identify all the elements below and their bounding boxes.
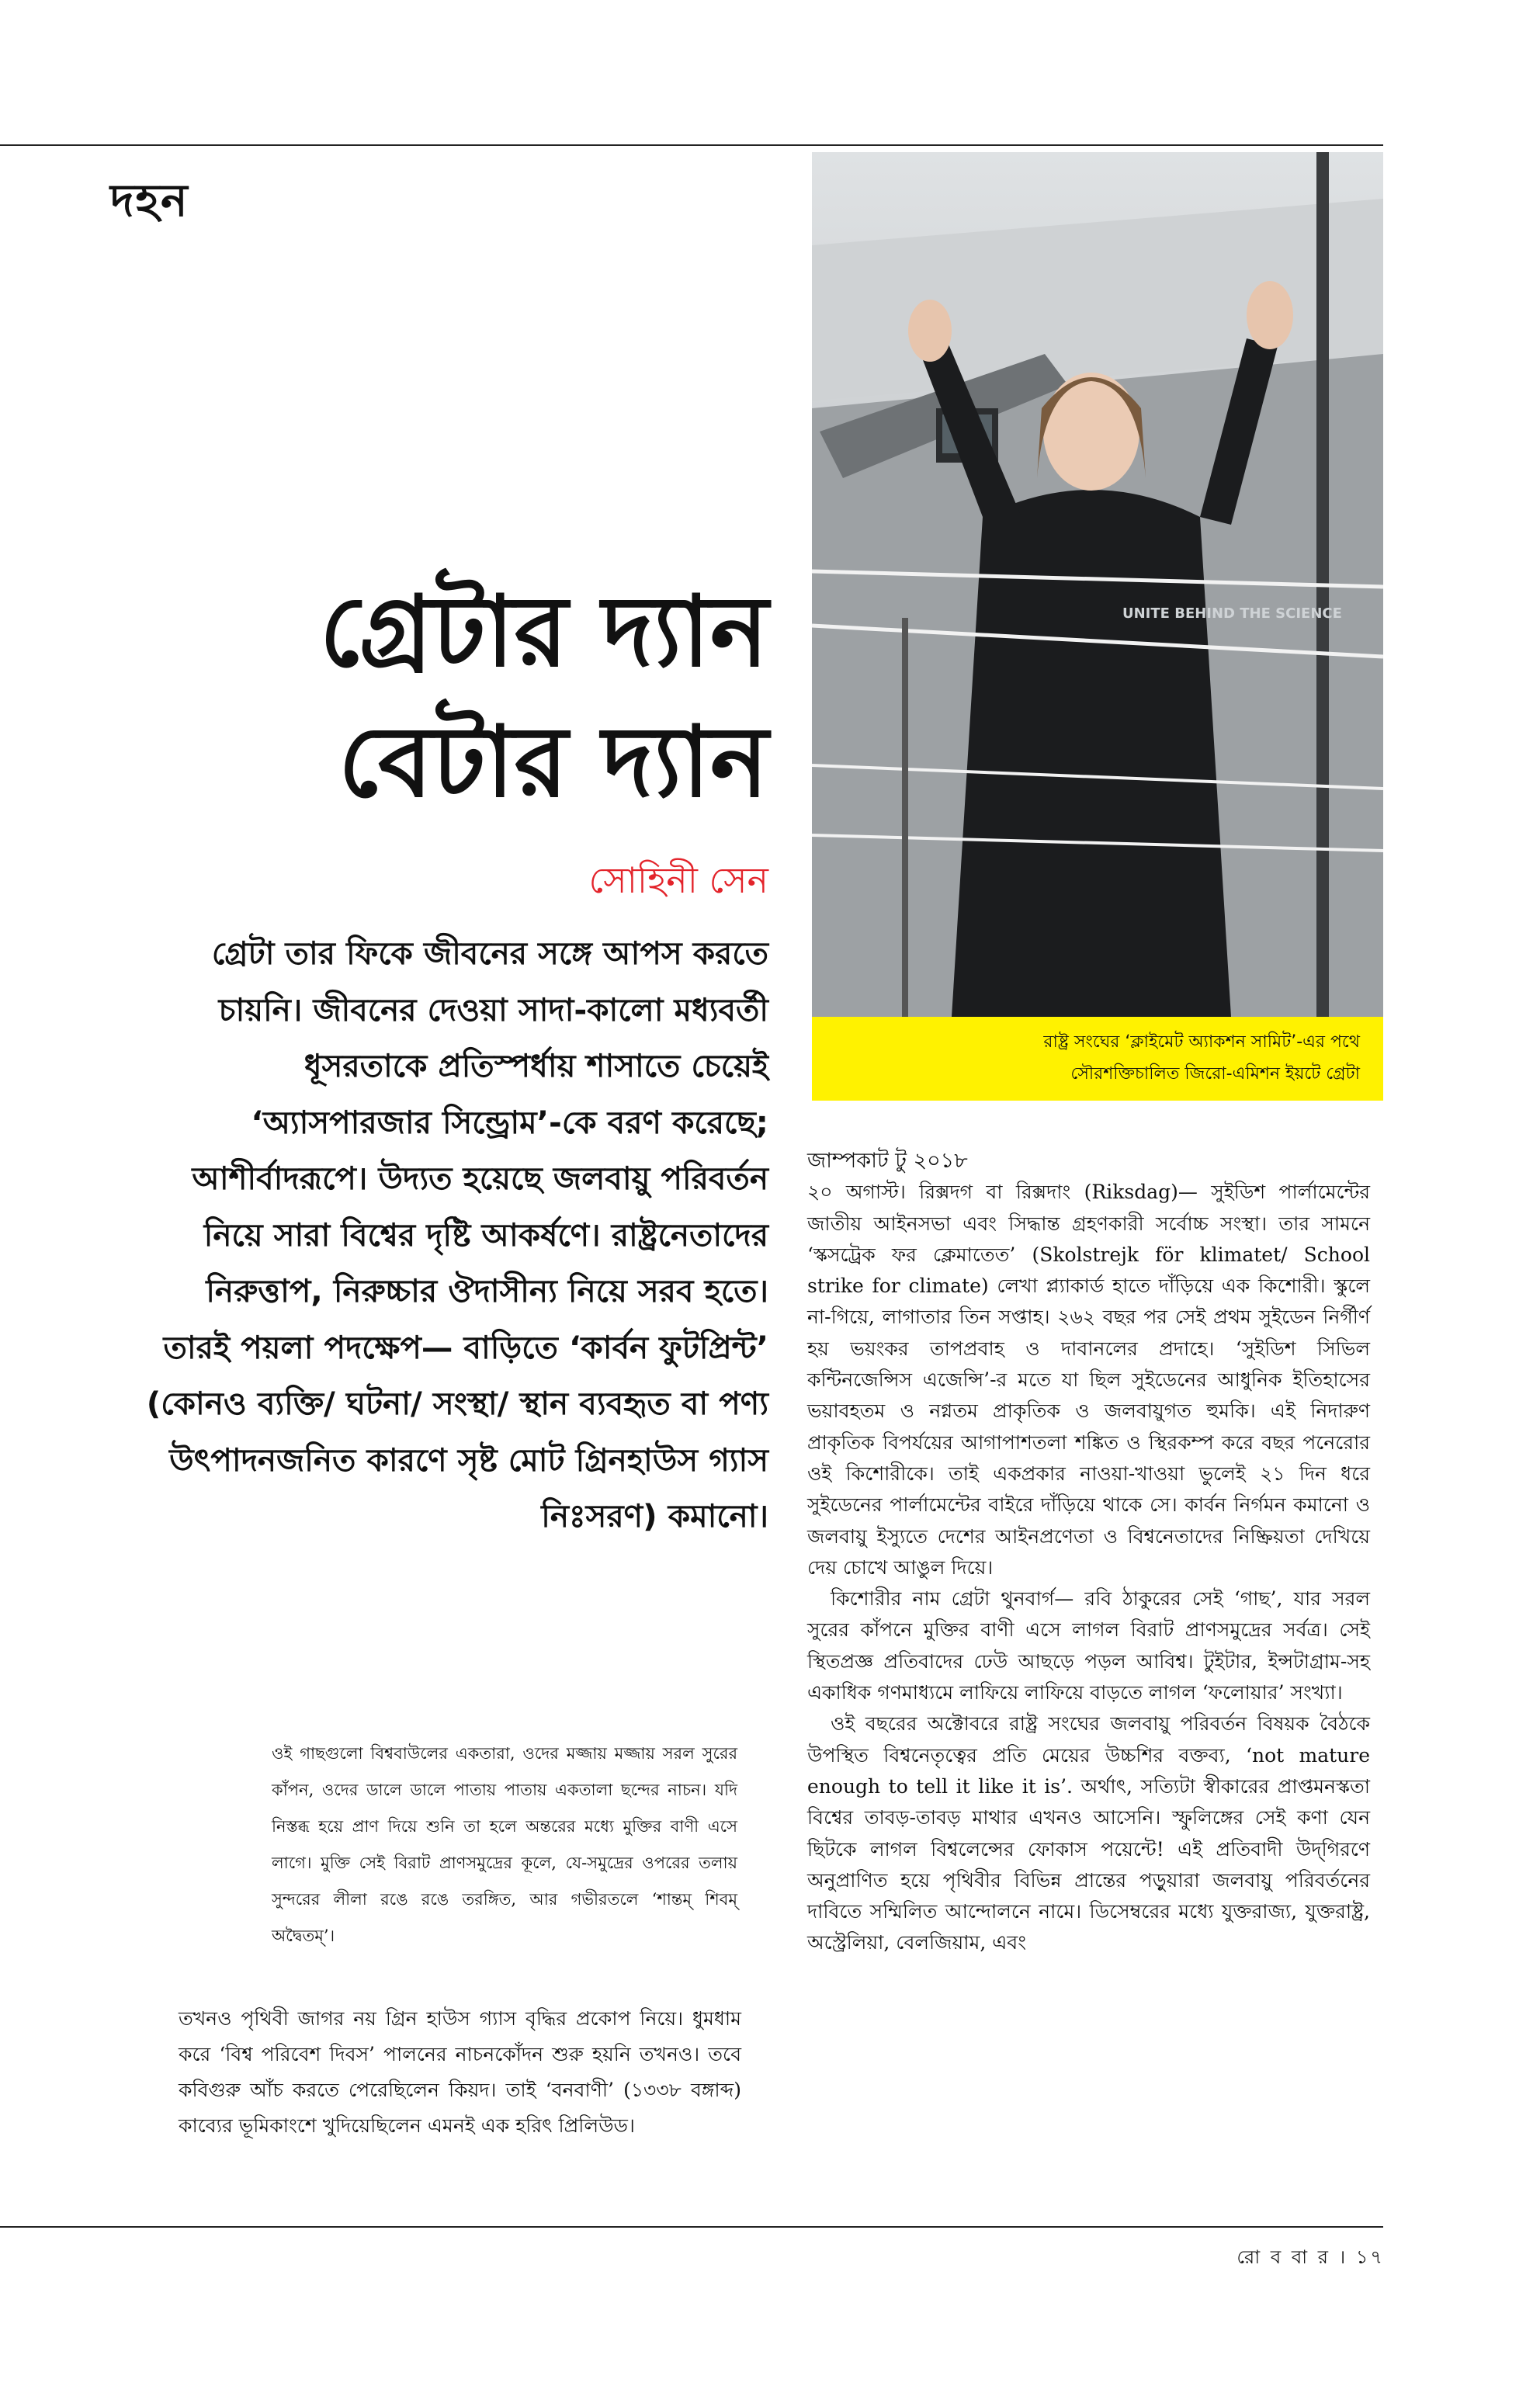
page-footer: রো ব বা র । ১৭ [1237,2246,1385,2268]
headline-line-1: গ্রেটার দ্যান [319,574,768,688]
top-rule [0,144,1383,146]
caption-line-2: সৌরশক্তিচালিত জিরো-এমিশন ইয়টে গ্রেটা [1070,1064,1360,1084]
bottom-rule [0,2226,1383,2228]
right-paragraph-1: ২০ অগাস্ট। রিক্সদগ বা রিক্সদাং (Riksdag)— সুইডিশ পার্লামেন্টের জাতীয় আইনসভা এবং সিদ্ধান্ত গ্রহণকারী সর্বোচ্চ সংস্থা। তার সামনে ‘স্কসট্রেক ফর ক্লেমাতেত’ (Skolstrejk för klimatet/ School strike for climate) লেখা প্ল্যাকার্ড হাতে দাঁড়িয়ে এক কিশোরী। স্কুলে না-গিয়ে, লাগাতার তিন সপ্তাহ। ২৬২ বছর পর সেই প্রথম সুইডেন নির্গীর্ণ হয় ভয়ংকর তাপপ্রবাহ ও দাবানলের প্রদাহে। ‘সুইডিশ সিভিল কন্টিনজেন্সিস এজেন্সি’-র মতে যা ছিল সুইডেনের আধুনিক ইতিহাসের ভয়াবহতম ও নগ্নতম প্রাকৃতিক ও জলবায়ুগত হুমকি। এই নিদারুণ প্রাকৃতিক বিপর্যয়ের আগাপাশতলা শঙ্কিত ও স্থিরকম্প করে বছর পনেরোর ওই কিশোরীকে। তাই একপ্রকার নাওয়া-খাওয়া ভুলেই ২১ দিন ধরে সুইডেনের পার্লামেন্টের বাইরে দাঁড়িয়ে থাকে সে। কার্বন নির্গমন কমানো ও জলবায়ু ইস্যুতে দেশের আইনপ্রণেতা ও বিশ্বনেতাদের নিষ্ক্রিয়তা দেখিয়ে দেয় চোখে আঙুল দিয়ে। [807,1181,1370,1579]
tagore-quote: ওই গাছগুলো বিশ্ববাউলের একতারা, ওদের মজ্জায় মজ্জায় সরল সুরের কাঁপন, ওদের ডালে ডালে পাতায় পাতায় একতালা ছন্দের নাচন। যদি নিস্তব্ধ হয়ে প্রাণ দিয়ে শুনি তা হলে অন্তরের মধ্যে মুক্তির বাণী এসে লাগে। মুক্তি সেই বিরাট প্রাণসমুদ্রের কূলে, যে-সমুদ্রের ওপরের তলায় সুন্দরের লীলা রঙে রঙে তরঙ্গিত, আর গভীরতলে ‘শান্তম্ শিবম্ অদ্বৈতম্’। [272,1744,737,1945]
greta-photo [812,152,1383,1017]
photo-caption [817,1026,1360,1090]
left-body-paragraph: তখনও পৃথিবী জাগর নয় গ্রিন হাউস গ্যাস বৃদ্ধির প্রকোপ নিয়ে। ধুমধাম করে ‘বিশ্ব পরিবেশ দিবস’ পালনের নাচনকোঁদন শুরু হয়নি তখনও। তবে কবিগুরু আঁচ করতে পেরেছিলেন কিয়দ। তাই ‘বনবাণী’ (১৩৩৮ বঙ্গাব্দ) কাব্যের ভূমিকাংশে খুদিয়েছিলেন এমনই এক হরিৎ প্রিলিউড। [179,2007,741,2137]
lead-paragraph: গ্রেটা তার ফিকে জীবনের সঙ্গে আপস করতে চায়নি। জীবনের দেওয়া সাদা-কালো মধ্যবর্তী ধূসরতাকে প্রতিস্পর্ধায় শাসাতে চেয়েই ‘অ্যাসপারজার সিন্ড্রোম’-কে বরণ করেছে; আশীর্বাদরূপে। উদ্যত হয়েছে জলবায়ু পরিবর্তন নিয়ে সারা বিশ্বের দৃষ্টি আকর্ষণে। রাষ্ট্রনেতাদের নিরুত্তাপ, নিরুচ্চার ঔদাসীন্য নিয়ে সরব হতে। তারই পয়লা পদক্ষেপ— বাড়িতে ‘কার্বন ফুটপ্রিন্ট’ (কোনও ব্যক্তি/ ঘটনা/ সংস্থা/ স্থান ব্যবহৃত বা পণ্য উৎপাদনজনিত কারণে সৃষ্ট মোট গ্রিনহাউস গ্যাস নিঃসরণ) কমানো। [146,935,768,1535]
jacket-text: UNITE BEHIND THE SCIENCE [1122,605,1342,622]
photo-caption-box [812,1017,1383,1101]
photo-illustration [812,152,1383,1017]
byline: সোহিনী সেন [588,859,768,901]
right-subhead: জাম্পকাট টু ২০১৮ [807,1149,968,1173]
right-paragraph-3: ওই বছরের অক্টোবরে রাষ্ট্র সংঘের জলবায়ু পরিবর্তন বিষয়ক বৈঠকে উপস্থিত বিশ্বনেতৃত্বের প্রতি মেয়ের উচ্চশির বক্তব্য, ‘not mature enough to tell it like it is’. অর্থাৎ, সত্যিটা স্বীকারের প্রাপ্তমনস্কতা বিশ্বের তাবড়-তাবড় মাথার এখনও আসেনি। স্ফুলিঙ্গের সেই কণা যেন ছিটকে লাগল বিশ্বলেন্সের ফোকাস পয়েন্টে! এই প্রতিবাদী উদ্‌গিরণে অনুপ্রাণিত হয়ে পৃথিবীর বিভিন্ন প্রান্তের পড়ুয়ারা জলবায়ু পরিবর্তনের দাবিতে সম্মিলিত আন্দোলনে নামে। ডিসেম্বরের মধ্যে যুক্তরাজ্য, যুক্তরাষ্ট্র, অস্ট্রেলিয়া, বেলজিয়াম, এবং [807,1712,1370,1954]
right-paragraph-2: কিশোরীর নাম গ্রেটা থুনবার্গ— রবি ঠাকুরের সেই ‘গাছ’, যার সরল সুরের কাঁপনে মুক্তির বাণী এসে লাগল বিরাট প্রাণসমুদ্রের সর্বত্র। সেই স্থিতপ্রজ্ঞ প্রতিবাদের ঢেউ আছড়ে পড়ল আবিশ্ব। টুইটার, ইন্সটাগ্রাম-সহ একাধিক গণমাধ্যমে লাফিয়ে লাফিয়ে বাড়তে লাগল ‘ফলোয়ার’ সংখ্যা। [807,1587,1370,1705]
headline-line-2: বেটার দ্যান [338,705,768,819]
caption-line-1: রাষ্ট্র সংঘের ‘ক্লাইমেট অ্যাকশন সামিট’-এর পথে [1043,1032,1360,1052]
right-column [807,1146,1370,1959]
section-label: দহন [110,174,189,227]
headline [210,567,768,827]
